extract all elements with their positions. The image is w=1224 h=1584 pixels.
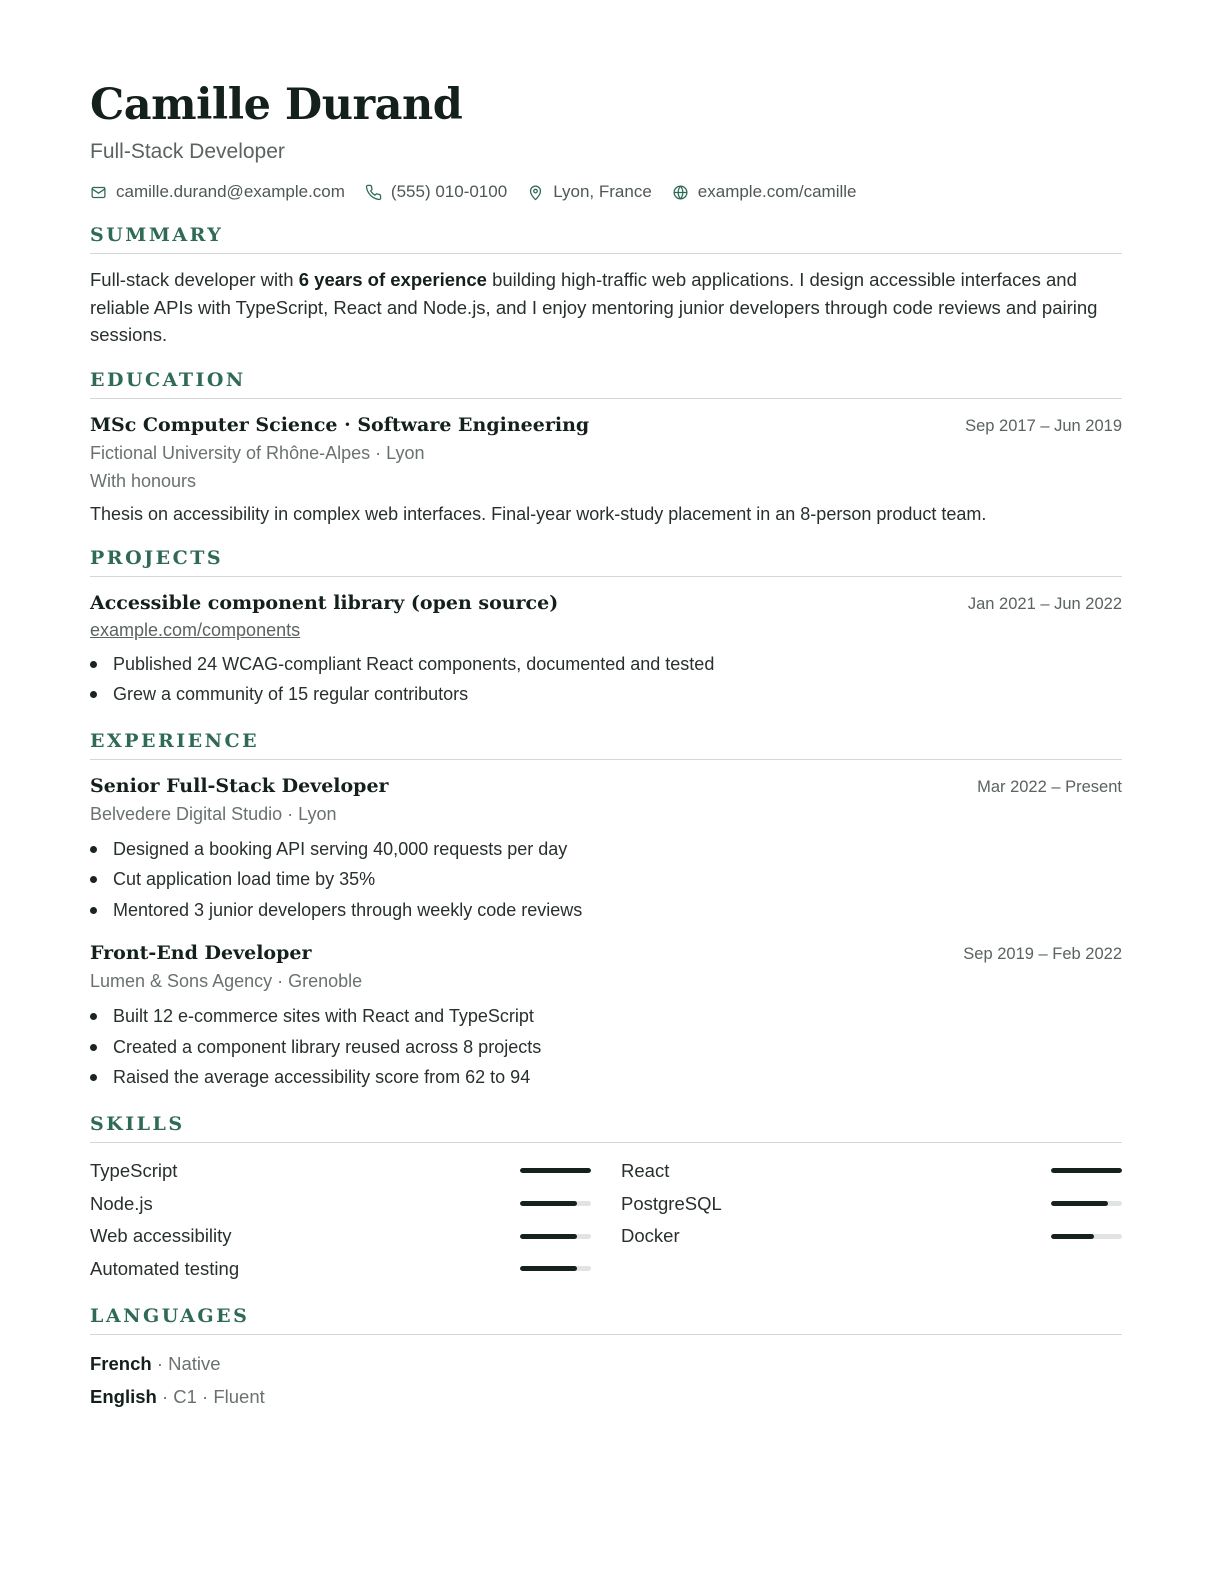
list-item: Built 12 e-commerce sites with React and TypeScript xyxy=(90,1001,1122,1032)
experience-role: Front-End Developer xyxy=(90,942,312,964)
skill-level-fill xyxy=(520,1201,577,1206)
candidate-headline: Full-Stack Developer xyxy=(90,140,285,163)
skill-name: Automated testing xyxy=(90,1257,240,1279)
education-entry xyxy=(90,411,1122,527)
skill-level-fill xyxy=(1051,1234,1094,1239)
skill-row xyxy=(621,1155,1122,1188)
skill-level-fill xyxy=(1051,1201,1108,1206)
education-description: Thesis on accessibility in complex web interfaces. Final-year work-study placement in an 8-person product team. xyxy=(90,503,987,524)
experience-entry-header xyxy=(90,939,1122,967)
skill-level-fill xyxy=(520,1234,577,1239)
language-level: · Native xyxy=(151,1353,221,1375)
experience-entry xyxy=(90,772,1122,926)
skill-level-bar xyxy=(520,1266,591,1271)
skill-level-fill xyxy=(520,1266,577,1271)
experience-entry xyxy=(90,939,1122,1093)
projects-section xyxy=(90,545,1122,710)
skill-level-bar xyxy=(1051,1168,1122,1173)
contact-phone-text: (555) 010-0100 xyxy=(390,182,508,201)
education-note: With honours xyxy=(90,470,197,491)
skill-name: TypeScript xyxy=(90,1159,178,1181)
project-link[interactable]: example.com/components xyxy=(90,619,301,640)
languages-heading: LANGUAGES xyxy=(90,1303,1122,1335)
skill-level-fill xyxy=(520,1168,591,1173)
experience-dates: Mar 2022 – Present xyxy=(977,777,1122,796)
experience-dates: Sep 2019 – Feb 2022 xyxy=(963,945,1122,963)
experience-entry-header xyxy=(90,772,1122,800)
experience-bullets xyxy=(90,834,1122,926)
contact-website[interactable] xyxy=(672,180,857,204)
contact-email[interactable] xyxy=(90,180,345,204)
skill-level-fill xyxy=(1051,1168,1122,1173)
list-item: Published 24 WCAG-compliant React components, documented and tested xyxy=(90,649,1122,680)
skill-level-bar xyxy=(520,1168,591,1173)
skill-name: PostgreSQL xyxy=(621,1192,722,1214)
skill-row xyxy=(90,1187,591,1220)
location-pin-icon xyxy=(527,184,544,201)
experience-role: Senior Full-Stack Developer xyxy=(90,774,389,797)
contact-location-text: Lyon, France xyxy=(553,182,652,201)
language-level: · C1 · Fluent xyxy=(156,1386,265,1408)
education-dates: Sep 2017 – Jun 2019 xyxy=(965,416,1122,435)
skill-level-bar xyxy=(1051,1234,1122,1239)
summary-heading: SUMMARY xyxy=(90,222,1122,254)
candidate-name: Camille Durand xyxy=(90,80,463,130)
experience-heading: EXPERIENCE xyxy=(90,728,1122,760)
skill-level-bar xyxy=(520,1234,591,1239)
contact-website-text: example.com/camille xyxy=(697,182,857,201)
project-entry xyxy=(90,589,1122,710)
summary-section xyxy=(90,222,1122,349)
project-entry-header xyxy=(90,589,1122,617)
education-entry-header xyxy=(90,411,1122,439)
contact-email-text: camille.durand@example.com xyxy=(116,182,345,201)
skill-level-bar xyxy=(1051,1201,1122,1206)
education-school: Fictional University of Rhône-Alpes · Lyon xyxy=(90,442,425,463)
phone-icon xyxy=(365,184,382,201)
project-dates: Jan 2021 – Jun 2022 xyxy=(967,594,1122,613)
language-name: French xyxy=(90,1353,152,1375)
skill-row xyxy=(621,1187,1122,1220)
skill-level-bar xyxy=(520,1201,591,1206)
list-item: Grew a community of 15 regular contributors xyxy=(90,679,1122,710)
experience-bullets xyxy=(90,1001,1122,1093)
skill-name: React xyxy=(621,1159,670,1181)
skill-row xyxy=(90,1155,591,1188)
languages-section xyxy=(90,1303,1122,1413)
experience-company: Belvedere Digital Studio · Lyon xyxy=(90,803,337,824)
skill-row xyxy=(621,1220,1122,1253)
globe-icon xyxy=(672,184,689,201)
experience-company: Lumen & Sons Agency · Grenoble xyxy=(90,971,363,991)
education-section xyxy=(90,367,1122,527)
skills-heading: SKILLS xyxy=(90,1111,1122,1143)
project-name: Accessible component library (open source) xyxy=(90,591,559,614)
contact-location xyxy=(527,180,652,204)
summary-text-start: Full-stack developer with xyxy=(90,269,299,290)
skill-row xyxy=(90,1253,591,1286)
education-degree: MSc Computer Science · Software Engineering xyxy=(90,413,590,436)
skill-row xyxy=(90,1220,591,1253)
list-item: Created a component library reused across 8 projects xyxy=(90,1032,1122,1063)
skills-grid xyxy=(90,1155,1122,1286)
summary-text-end: building high-traffic web applications. I design accessible interfaces and reliable APIs with TypeScript, React and Node.js, and I enjoy mentoring junior developers through code reviews and pairing sessions. xyxy=(90,269,1098,345)
experience-section xyxy=(90,728,1122,1093)
language-name: English xyxy=(90,1386,157,1408)
mail-icon xyxy=(90,184,107,201)
summary-highlight: 6 years of experience xyxy=(298,269,487,290)
language-item xyxy=(90,1380,1122,1413)
list-item: Raised the average accessibility score from 62 to 94 xyxy=(90,1062,1122,1093)
list-item: Mentored 3 junior developers through weekly code reviews xyxy=(90,895,1122,926)
contact-phone[interactable] xyxy=(365,180,507,204)
contact-row xyxy=(90,180,1122,204)
summary-text xyxy=(90,266,1122,349)
education-heading: EDUCATION xyxy=(90,367,1122,399)
skills-section xyxy=(90,1111,1122,1286)
skill-name: Docker xyxy=(621,1225,680,1247)
resume-content xyxy=(90,78,1122,1413)
language-item xyxy=(90,1347,1122,1380)
list-item: Cut application load time by 35% xyxy=(90,864,1122,895)
list-item: Designed a booking API serving 40,000 requests per day xyxy=(90,834,1122,865)
projects-heading: PROJECTS xyxy=(90,545,1122,577)
project-bullets xyxy=(90,649,1122,710)
skill-name: Web accessibility xyxy=(90,1225,232,1247)
skill-name: Node.js xyxy=(90,1192,153,1214)
